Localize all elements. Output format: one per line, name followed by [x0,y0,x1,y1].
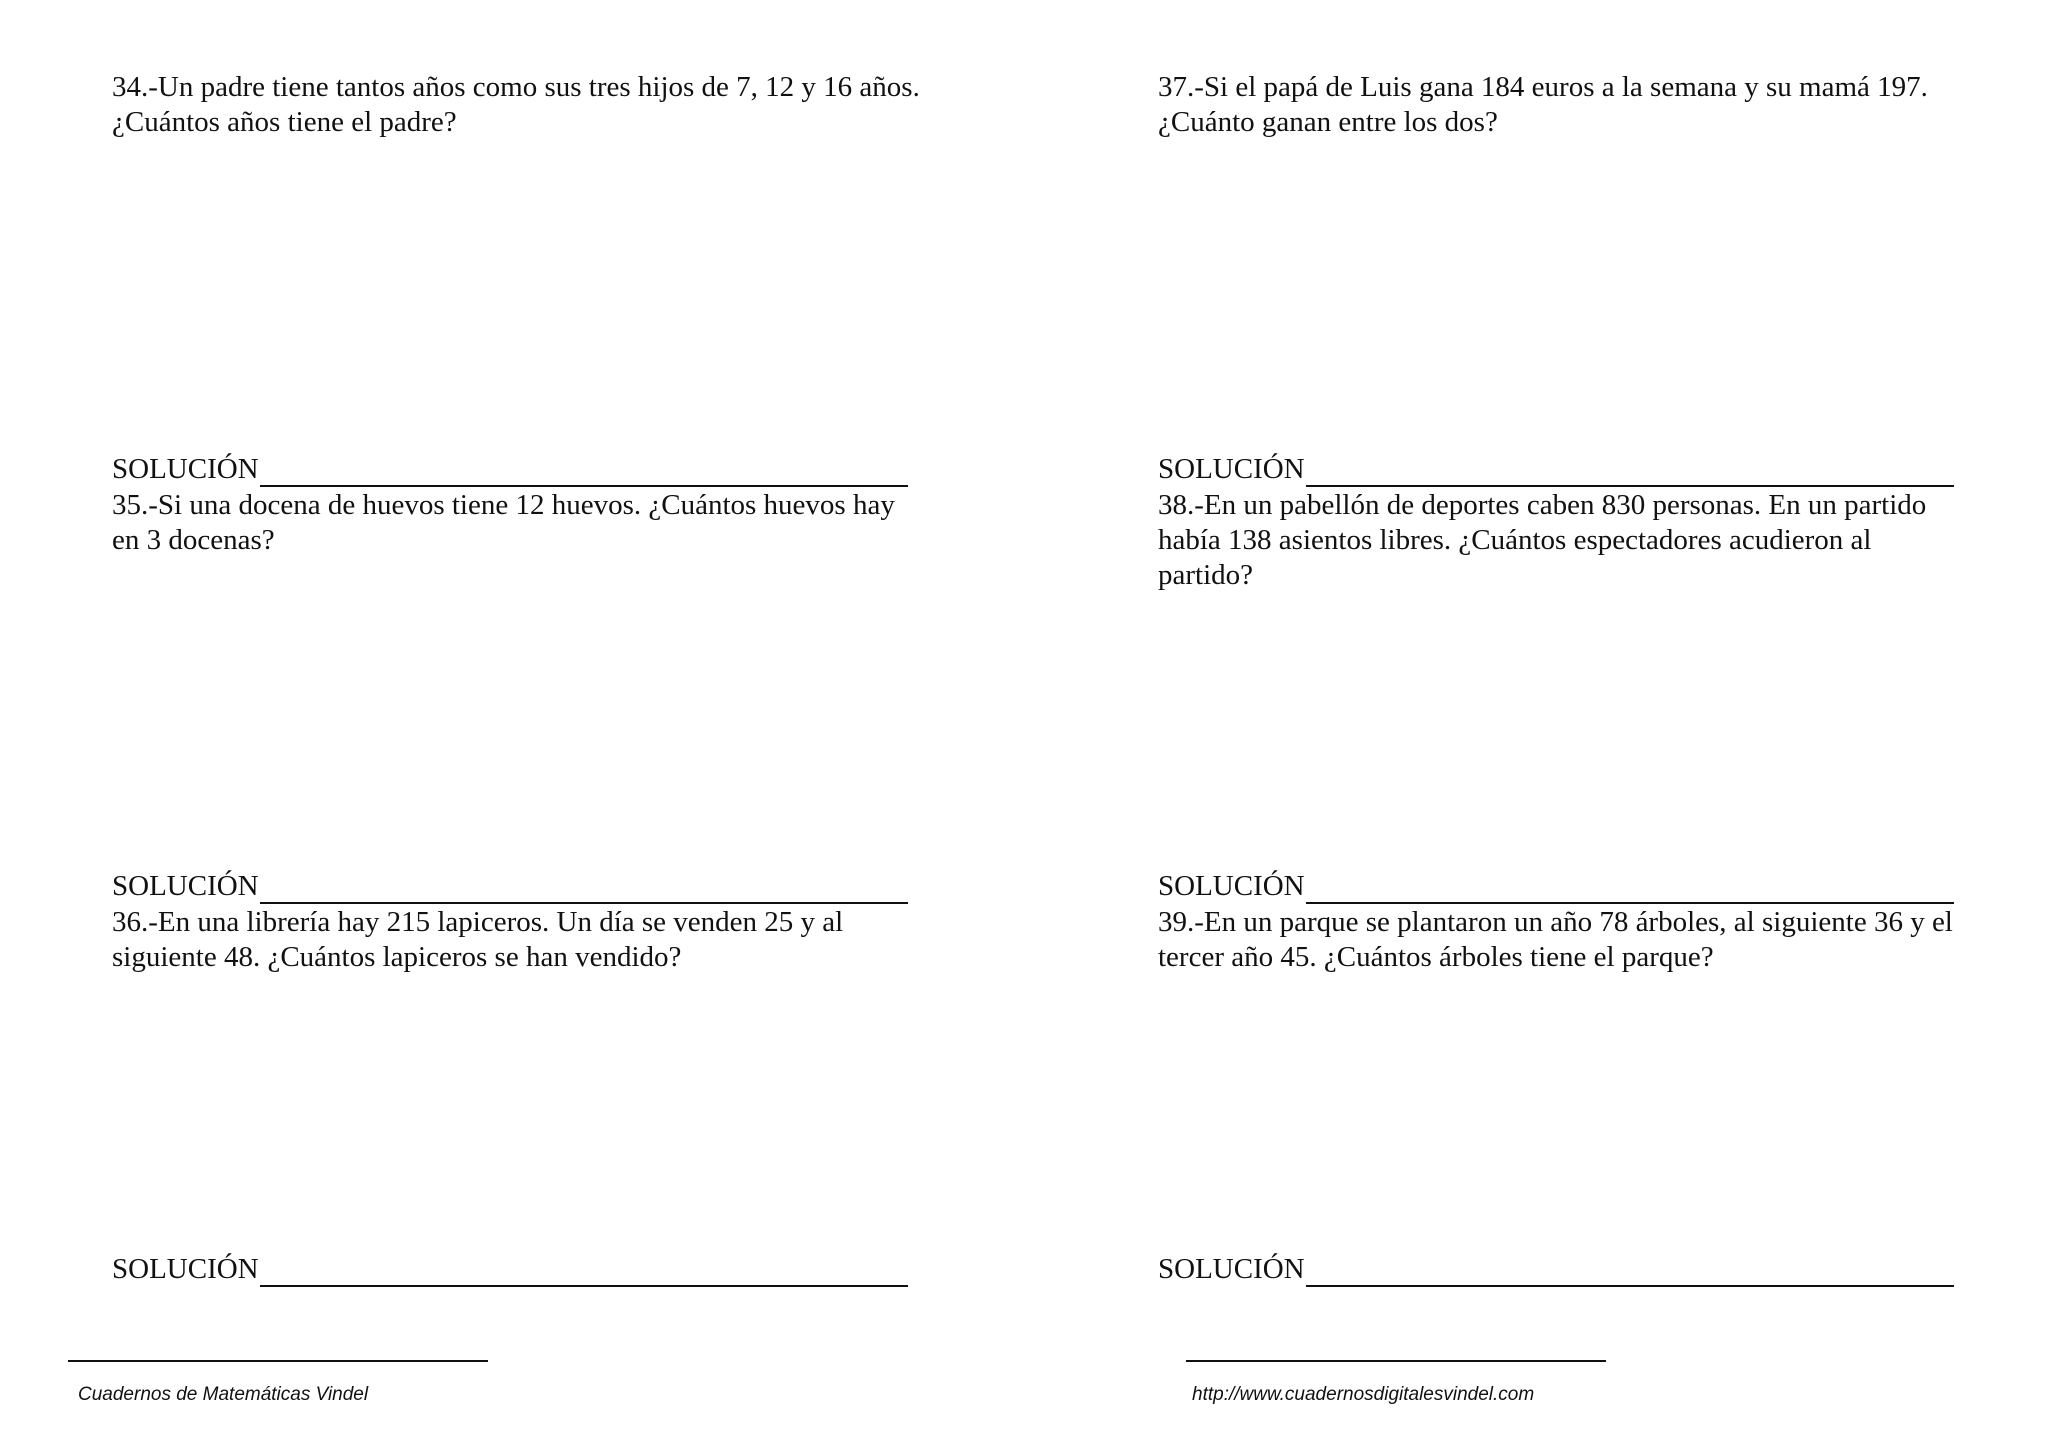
problem-36-text: 36.-En una librería hay 215 lapiceros. Un día se venden 25 y al siguiente 48. ¿Cuántos lapiceros se han vendido? [112,906,844,973]
problem-35-text: 35.-Si una docena de huevos tiene 12 huevos. ¿Cuántos huevos hay en 3 docenas? [112,489,895,556]
footer-url[interactable]: http://www.cuadernosdigitalesvindel.com [1192,1384,1535,1405]
problem-37-text: 37.-Si el papá de Luis gana 184 euros a la semana y su mamá 197. ¿Cuánto ganan entre los dos? [1158,71,1928,138]
footer-left-divider [68,1360,488,1362]
solution-38-answer-line[interactable] [1306,874,1954,904]
solution-37-answer-line[interactable] [1306,457,1954,487]
solution-34 [112,452,908,487]
solution-label: SOLUCIÓN [112,1253,259,1285]
solution-39-answer-line[interactable] [1306,1257,1954,1287]
solution-label: SOLUCIÓN [1158,870,1305,902]
solution-35 [112,869,908,904]
solution-35-answer-line[interactable] [260,874,908,904]
solution-38 [1158,869,1954,904]
solution-39 [1158,1252,1954,1287]
solution-36 [112,1252,908,1287]
solution-34-answer-line[interactable] [260,457,908,487]
solution-label: SOLUCIÓN [1158,1253,1305,1285]
solution-label: SOLUCIÓN [1158,453,1305,485]
solution-37 [1158,452,1954,487]
problem-38-text: 38.-En un pabellón de deportes caben 830 personas. En un partido había 138 asientos libres. ¿Cuántos espectadores acudieron al partido? [1158,489,1927,591]
solution-label: SOLUCIÓN [112,870,259,902]
problem-34-text: 34.-Un padre tiene tantos años como sus tres hijos de 7, 12 y 16 años. ¿Cuántos años tiene el padre? [112,71,920,138]
problem-39-text: 39.-En un parque se plantaron un año 78 árboles, al siguiente 36 y el tercer año 45. ¿Cuántos árboles tiene el parque? [1158,906,1953,973]
footer-right-divider [1186,1360,1606,1362]
solution-36-answer-line[interactable] [260,1257,908,1287]
footer-publisher: Cuadernos de Matemáticas Vindel [78,1384,369,1405]
solution-label: SOLUCIÓN [112,453,259,485]
